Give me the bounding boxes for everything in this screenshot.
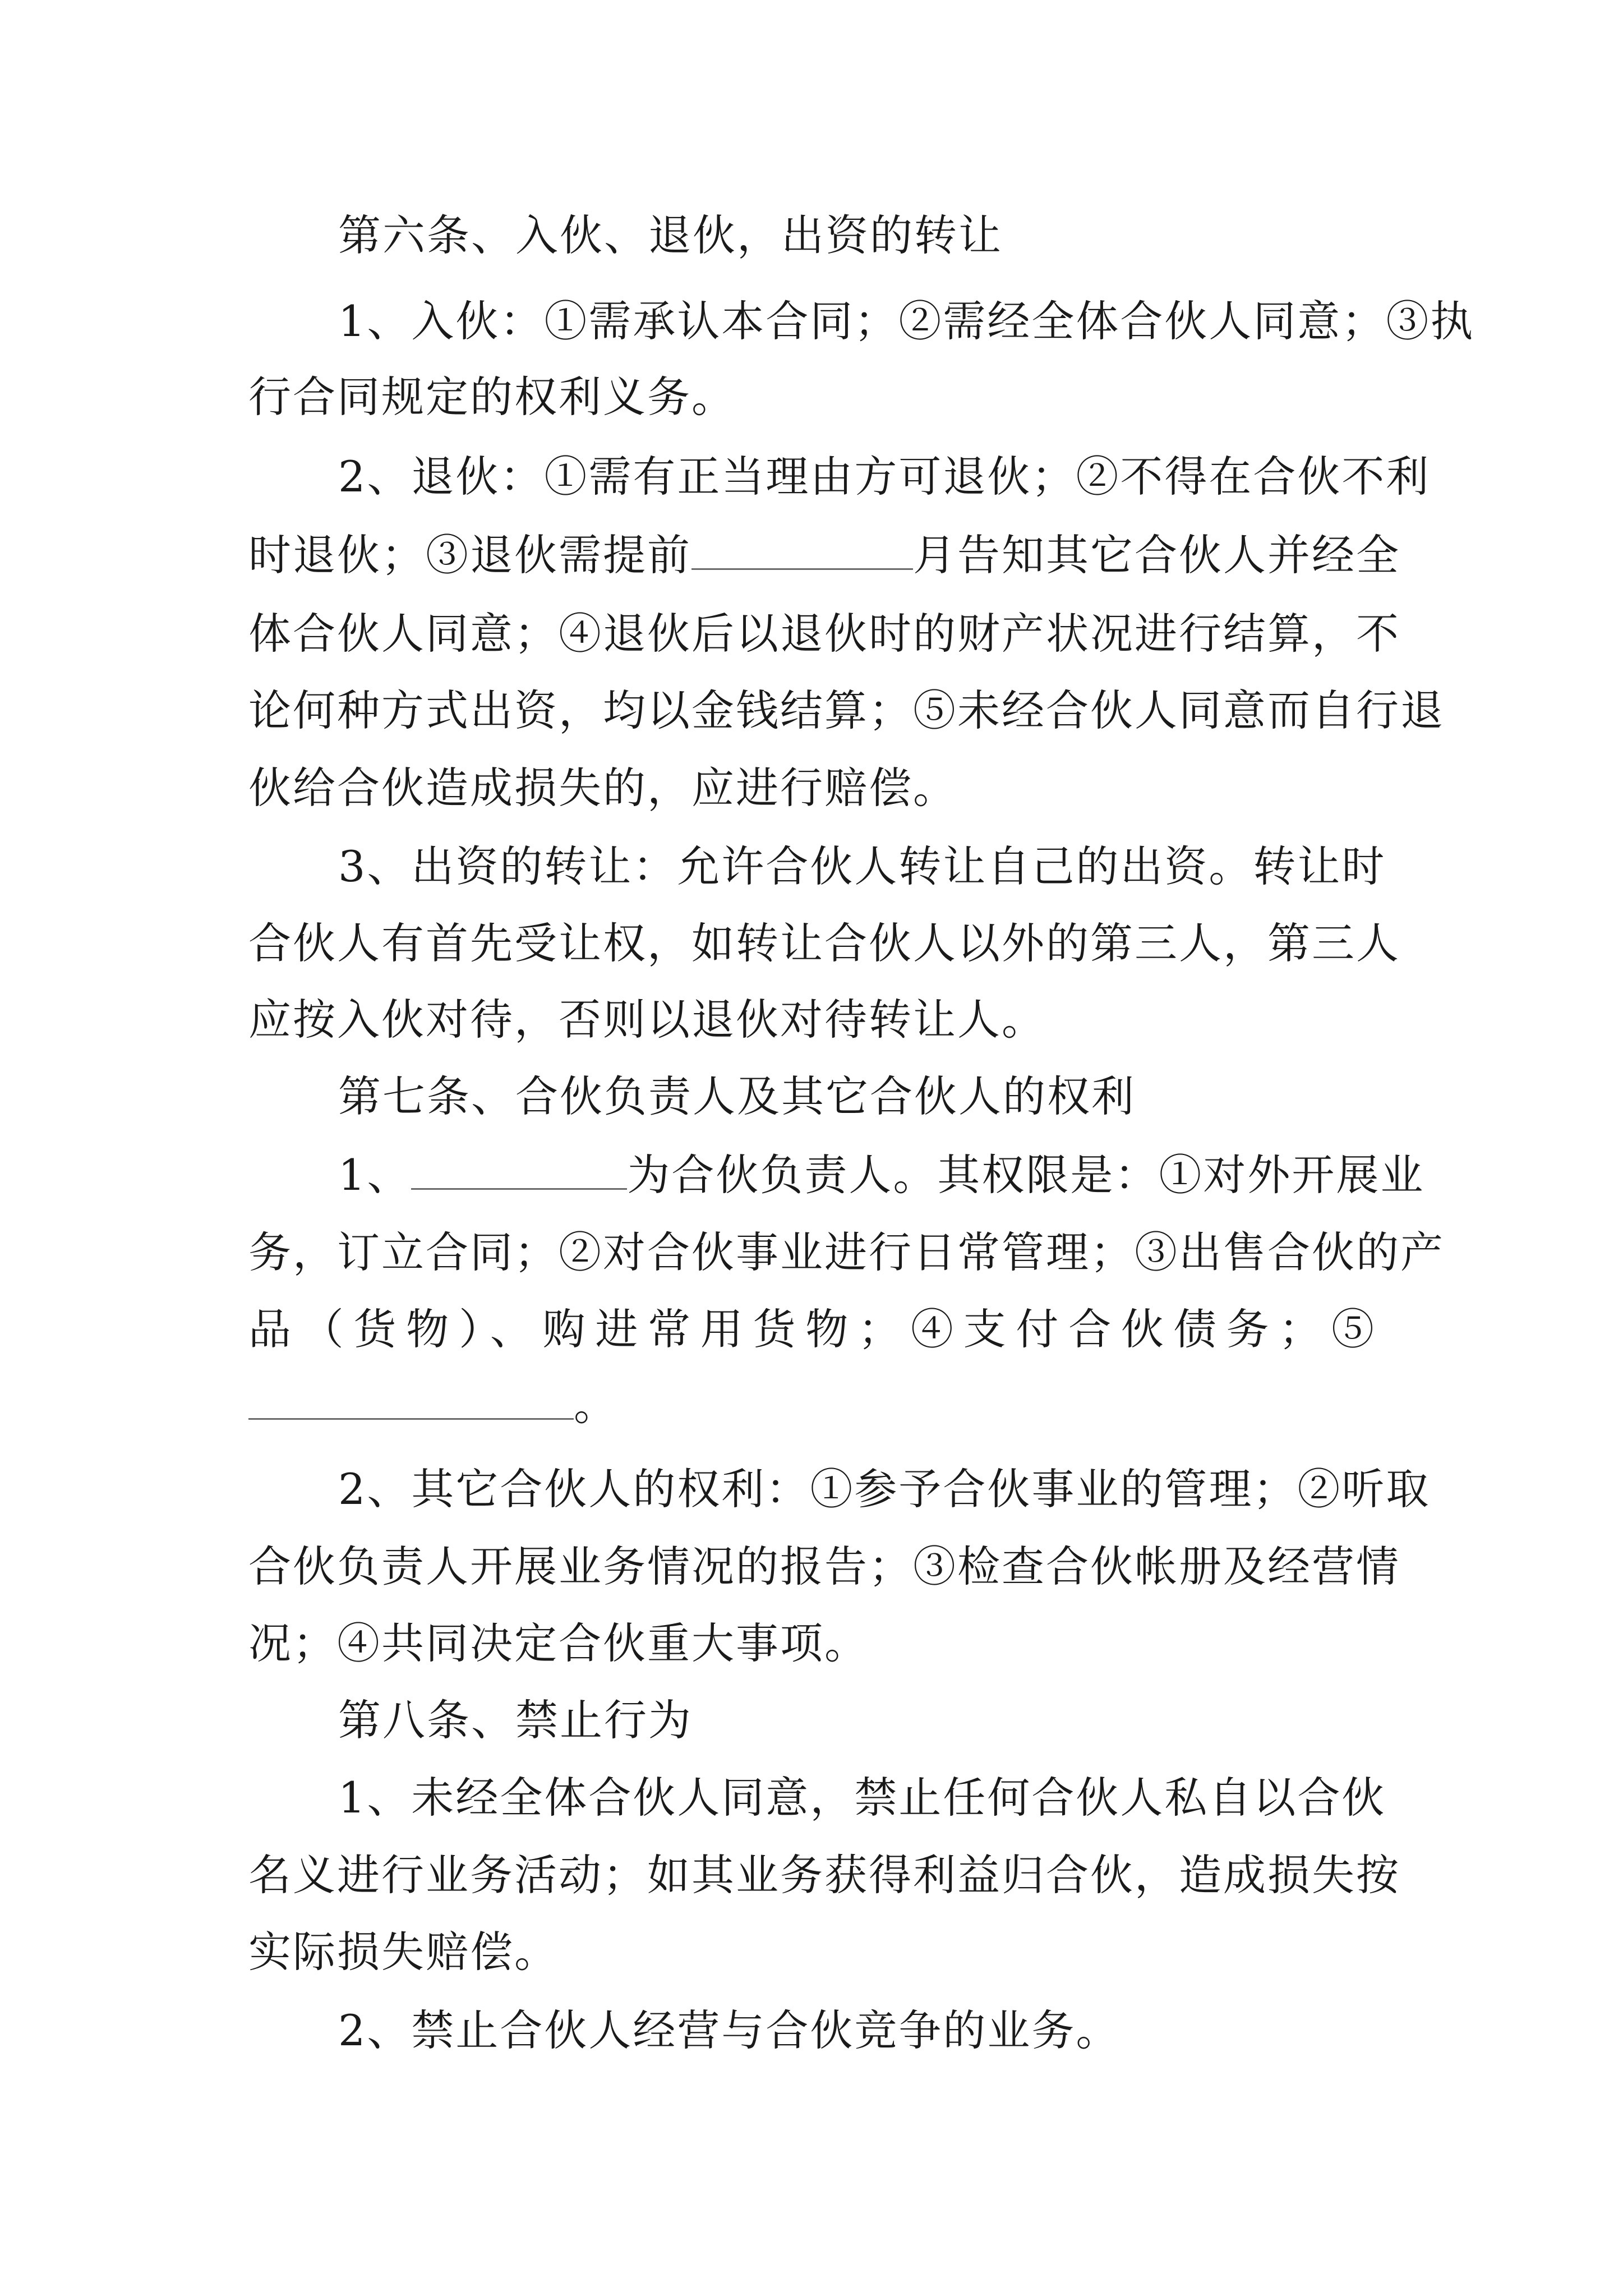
paragraph-line-with-blank: [338, 1144, 1465, 1206]
line-text: 合伙负责人开展业务情况的报告；③检查合伙帐册及经营情: [248, 1542, 1400, 1591]
paragraph-line: [248, 1613, 1376, 1674]
line-text: 1、入伙：①需承认本合同；②需经全体合伙人同意；③执: [338, 296, 1475, 346]
paragraph-line: [248, 1921, 1376, 1983]
paragraph-line: [338, 1767, 1386, 1829]
line-text: 2、禁止合伙人经营与合伙竞争的业务。: [338, 2005, 1121, 2055]
fill-in-blank: [691, 535, 913, 570]
paragraph-line-with-blank: [248, 1374, 1376, 1436]
line-text: 时退伙；③退伙需提前: [248, 530, 691, 580]
line-text: 品（货物）、购进常用货物；④支付合伙债务；⑤: [248, 1304, 1376, 1354]
line-text: 1、未经全体合伙人同意，禁止任何合伙人私自以合伙: [338, 1773, 1386, 1823]
article-6-heading: [338, 205, 1465, 266]
paragraph-line: [248, 1222, 1445, 1283]
line-text: 体合伙人同意；④退伙后以退伙时的财产状况进行结算，不: [248, 609, 1400, 659]
paragraph-line: [338, 446, 1431, 508]
heading-text: 第八条、禁止行为: [338, 1695, 693, 1745]
line-text: 论何种方式出资，均以金钱结算；⑤未经合伙人同意而自行退: [248, 685, 1445, 735]
paragraph-line: [248, 1536, 1400, 1598]
line-text: 应按入伙对待，否则以退伙对待转让人。: [248, 995, 1046, 1045]
line-text: 实际损失赔偿。: [248, 1927, 559, 1977]
paragraph-line: [338, 1458, 1431, 1520]
paragraph-line: [338, 291, 1475, 352]
paragraph-line: [338, 2000, 1465, 2062]
fill-in-blank: [411, 1154, 627, 1190]
paragraph-line: [248, 1844, 1400, 1906]
line-text: 1、: [338, 1150, 412, 1200]
paragraph-line: [248, 1299, 1376, 1360]
line-text: 况；④共同决定合伙重大事项。: [248, 1618, 869, 1668]
paragraph-line: [248, 603, 1400, 665]
paragraph-line: [248, 913, 1400, 974]
paragraph-line: [338, 836, 1386, 898]
fill-in-blank: [248, 1384, 574, 1420]
line-text: 伙给合伙造成损失的，应进行赔偿。: [248, 763, 957, 813]
line-text: 3、出资的转让：允许合伙人转让自己的出资。转让时: [338, 841, 1386, 891]
paragraph-line: [248, 366, 1376, 428]
line-text: 行合同规定的权利义务。: [248, 372, 736, 422]
line-text: 名义进行业务活动；如其业务获得利益归合伙，造成损失按: [248, 1850, 1400, 1900]
line-text: 务，订立合同；②对合伙事业进行日常管理；③出售合伙的产: [248, 1227, 1445, 1277]
heading-text: 第六条、入伙、退伙，出资的转让: [338, 210, 1003, 260]
line-text: 为合伙负责人。其权限是：①对外开展业: [627, 1150, 1425, 1200]
line-text: 2、其它合伙人的权利：①参予合伙事业的管理；②听取: [338, 1464, 1431, 1514]
article-8-heading: [338, 1690, 1465, 1751]
line-text: 合伙人有首先受让权，如转让合伙人以外的第三人，第三人: [248, 918, 1400, 968]
article-7-heading: [338, 1066, 1465, 1128]
line-text: 。: [574, 1380, 618, 1430]
heading-text: 第七条、合伙负责人及其它合伙人的权利: [338, 1071, 1136, 1121]
paragraph-line: [248, 680, 1445, 742]
paragraph-line: [248, 757, 1376, 819]
line-text: 2、退伙：①需有正当理由方可退伙；②不得在合伙不利: [338, 452, 1431, 501]
paragraph-line-with-blank: [248, 524, 1400, 586]
line-text: 月告知其它合伙人并经全: [913, 530, 1400, 580]
paragraph-line: [248, 989, 1376, 1051]
